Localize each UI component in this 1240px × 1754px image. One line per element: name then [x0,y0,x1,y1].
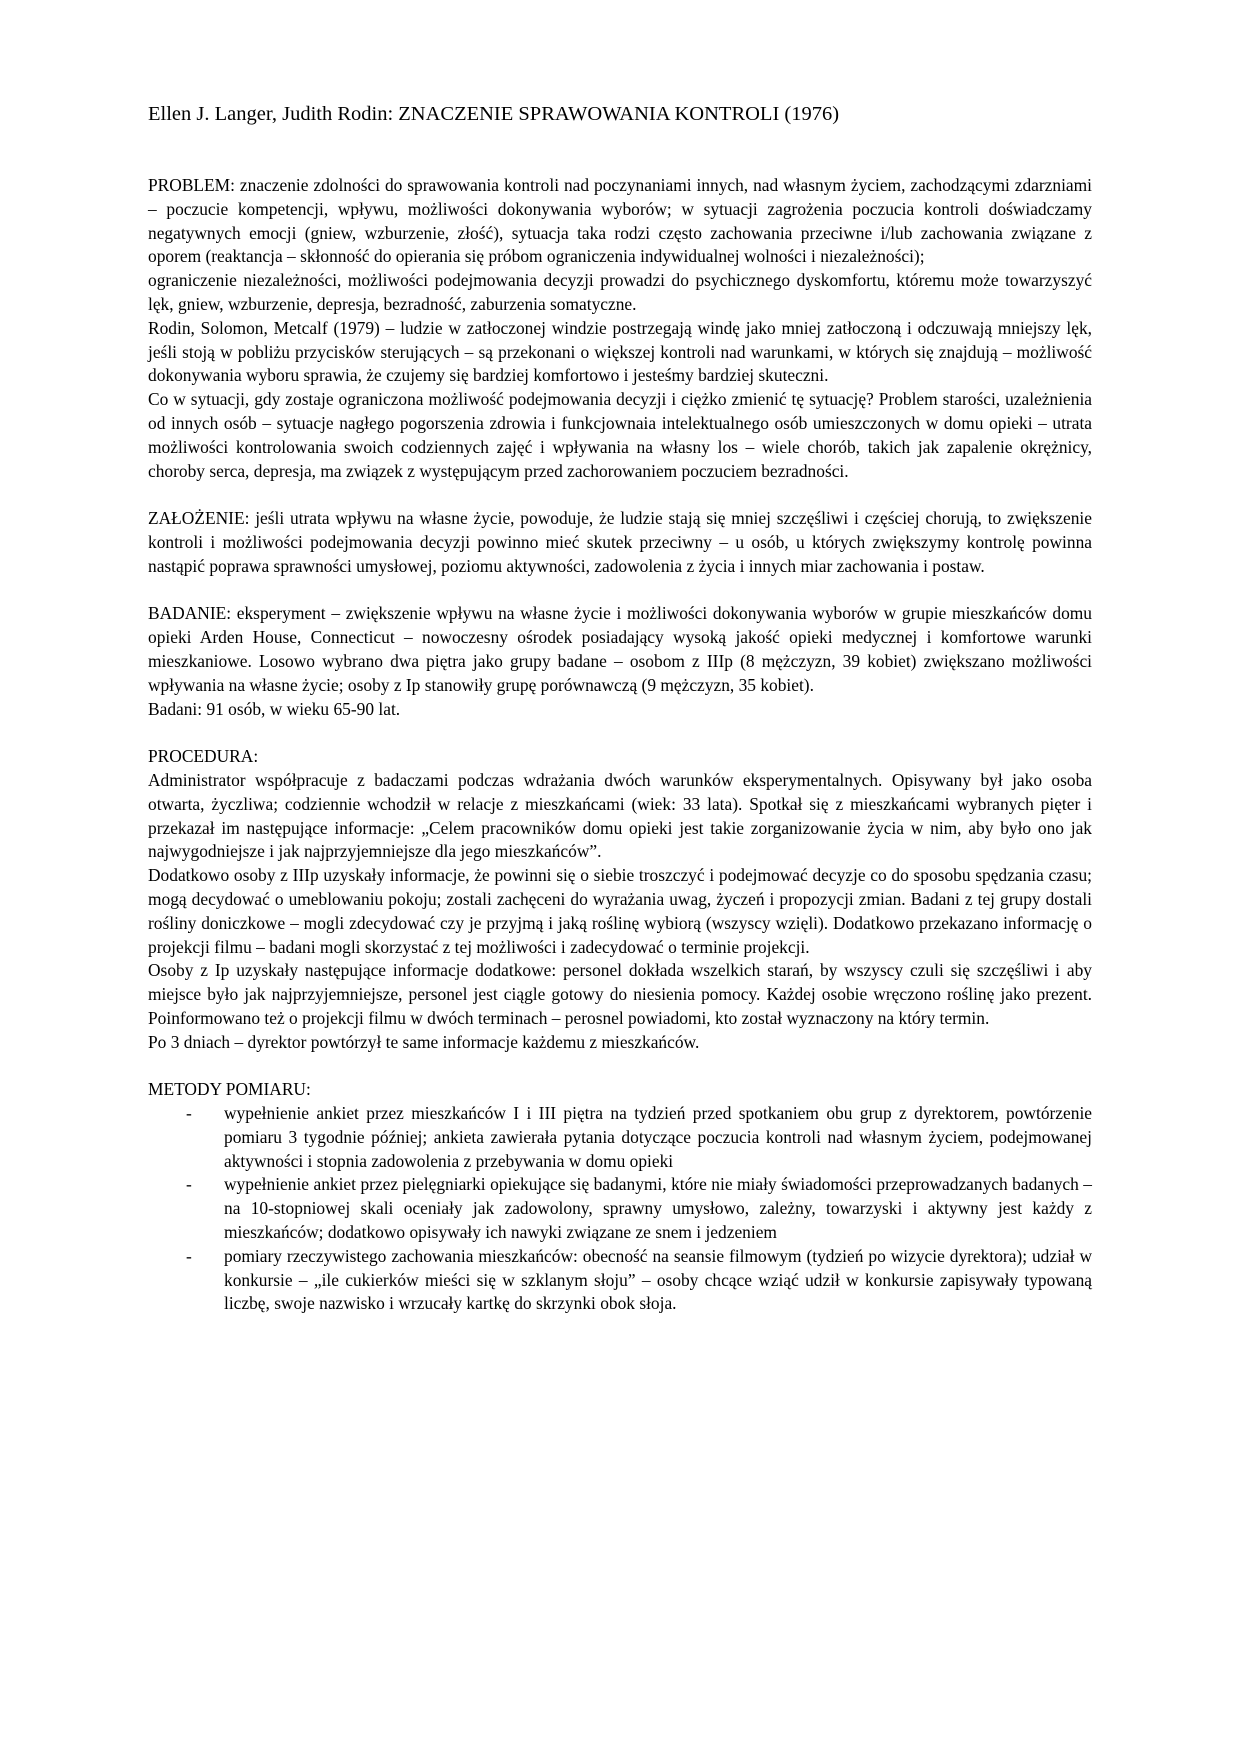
problem-paragraph: PROBLEM: znaczenie zdolności do sprawowania kontroli nad poczynaniami innych, nad własnym życiem, zachodzącymi zdarzniami – poczucie kompetencji, wpływu, możliwości dokonywania wyborów; w sytuacji zagrożenia poczucia kontroli doświadczamy negatywnych emocji (gniew, wzburzenie, złość), sytuacja taka rodzi często zachowania przeciwne i/lub zachowania związane z oporem (reaktancja – skłonność do opierania się próbom ograniczenia indywidualnej wolności i niezależności); [148,175,1092,267]
list-item [148,1102,1092,1173]
list-item-text: wypełnienie ankiet przez pielęgniarki opiekujące się badanymi, które nie miały świadomości przeprowadzanych badanych – na 10-stopniowej skali oceniały jak zadowolony, sprawny umysłowo, zależny, towarzyski i aktywny jest każdy z mieszkańców; dodatkowo opisywały ich nawyki związane ze snem i jedzeniem [224,1174,1092,1243]
list-item [148,1173,1092,1244]
problem-paragraph: Co w sytuacji, gdy zostaje ograniczona możliwość podejmowania decyzji i ciężko zmienić tę sytuację? Problem starości, uzależnienia od innych osób – sytuacje nagłego pogorszenia zdrowia i funkcjownaia intelektualnego osób umieszczonych w domu opieki – utrata możliwości kontrolowania swoich codziennych zajęć i wpływania na własny los – wiele chorób, takich jak zapalenie okrężnicy, choroby serca, depresja, ma związek z występującym przed zachorowaniem poczuciem bezradności. [148,389,1092,481]
procedure-section [148,745,1092,1054]
dash-bullet: - [186,1245,192,1266]
procedure-paragraph: Dodatkowo osoby z IIIp uzyskały informacje, że powinni się o siebie troszczyć i podejmować decyzje co do sposobu spędzania czasu; mogą decydować o umeblowaniu pokoju; zostali zachęceni do wyrażania uwag, życzeń i propozycji zmian. Badani z tej grupy dostali rośliny doniczkowe – mogli zdecydować czy je przyjmą i jaką roślinę wybiorą (wszyscy wzięli). Dodatkowo przekazano informację o projekcji filmu – badani mogli skorzystać z tej możliwości i zadecydować o terminie projekcji. [148,865,1092,957]
methods-heading: METODY POMIARU: [148,1079,311,1100]
assumption-paragraph: ZAŁOŻENIE: jeśli utrata wpływu na własne życie, powoduje, że ludzie stają się mniej szczęśliwi i częściej chorują, to zwiększenie kontroli i możliwości podejmowania decyzji powinno mieć skutek przeciwny – u osób, u których zwiększymy kontrolę powinna nastąpić poprawa sprawności umysłowej, poziomu aktywności, zadowolenia z życia i innych miar zachowania i postaw. [148,508,1092,576]
methods-section [148,1078,1092,1316]
spacer [148,721,1092,745]
methods-list [148,1102,1092,1316]
assumption-section [148,507,1092,578]
problem-paragraph: Rodin, Solomon, Metcalf (1979) – ludzie w zatłoczonej windzie postrzegają windę jako mniej zatłoczoną i odczuwają mniejszy lęk, jeśli stoją w pobliżu przycisków sterujących – są przekonani o większej kontroli nad warunkami, w których się znajdują – możliwość dokonywania wyboru sprawia, że czujemy się bardziej komfortowo i jesteśmy bardziej skuteczni. [148,317,1092,386]
procedure-heading: PROCEDURA: [148,746,259,767]
procedure-paragraph: Administrator współpracuje z badaczami podczas wdrażania dwóch warunków eksperymentalnych. Opisywany był jako osoba otwarta, życzliwa; codziennie wchodził w relacje z mieszkańcami (wiek: 33 lata). Spotkał się z mieszkańcami wybranych pięter i przekazał im następujące informacje: „Celem pracowników domu opieki jest takie zorganizowanie życia w nim, aby było ono jak najwygodniejsze i jak najprzyjemniejsze dla jego mieszkańców”. [148,769,1092,862]
document-page [148,100,1092,1316]
list-item-text: wypełnienie ankiet przez mieszkańców I i III piętra na tydzień przed spotkaniem obu grup z dyrektorem, powtórzenie pomiaru 3 tygodnie później; ankieta zawierała pytania dotyczące poczucia kontroli nad własnym życiem, podejmowanej aktywności i stopnia zadowolenia z przebywania w domu opieki [224,1103,1092,1171]
spacer [148,1054,1092,1078]
dash-bullet: - [186,1174,192,1195]
spacer [148,483,1092,507]
dash-bullet: - [186,1103,192,1124]
list-item-text: pomiary rzeczywistego zachowania mieszkańców: obecność na seansie filmowym (tydzień po wizycie dyrektora); udział w konkursie – „ile cukierków mieści się w szklanym słoju” – osoby chcące wziąć udził w konkursie zapisywały typowaną liczbę, swoje nazwisko i wrzucały kartkę do skrzynki obok słoja. [224,1245,1092,1314]
problem-section [148,174,1092,483]
spacer [148,579,1092,603]
study-subjects: Badani: 91 osób, w wieku 65-90 lat. [148,698,401,719]
procedure-paragraph: Po 3 dniach – dyrektor powtórzył te same informacje każdemu z mieszkańców. [148,1031,700,1052]
study-section [148,602,1092,721]
document-title: Ellen J. Langer, Judith Rodin: ZNACZENIE SPRAWOWANIA KONTROLI (1976) [148,103,840,125]
study-paragraph: BADANIE: eksperyment – zwiększenie wpływu na własne życie i możliwości dokonywania wyborów w grupie mieszkańców domu opieki Arden House, Connecticut – nowoczesny ośrodek posiadający wysoką jakość opieki medycznej i komfortowe warunki mieszkaniowe. Losowo wybrano dwa piętra jako grupy badane – osobom z IIIp (8 mężczyzn, 39 kobiet) zwiększano możliwości wpływania na własne życie; osoby z Ip stanowiły grupę porównawczą (9 mężczyzn, 35 kobiet). [148,603,1092,695]
procedure-paragraph: Osoby z Ip uzyskały następujące informacje dodatkowe: personel dokłada wszelkich starań, by wszyscy czuli się szczęśliwi i aby miejsce było jak najprzyjemniejsze, personel jest ciągle gotowy do niesienia pomocy. Każdej osobie wręczono roślinę jako prezent. Poinformowano też o projekcji filmu w dwóch terminach – perosnel powiadomi, kto został wyznaczony na który termin. [148,960,1092,1028]
list-item [148,1245,1092,1316]
problem-paragraph: ograniczenie niezależności, możliwości podejmowania decyzji prowadzi do psychicznego dyskomfortu, któremu może towarzyszyć lęk, gniew, wzburzenie, depresja, bezradność, zaburzenia somatyczne. [148,270,1092,314]
